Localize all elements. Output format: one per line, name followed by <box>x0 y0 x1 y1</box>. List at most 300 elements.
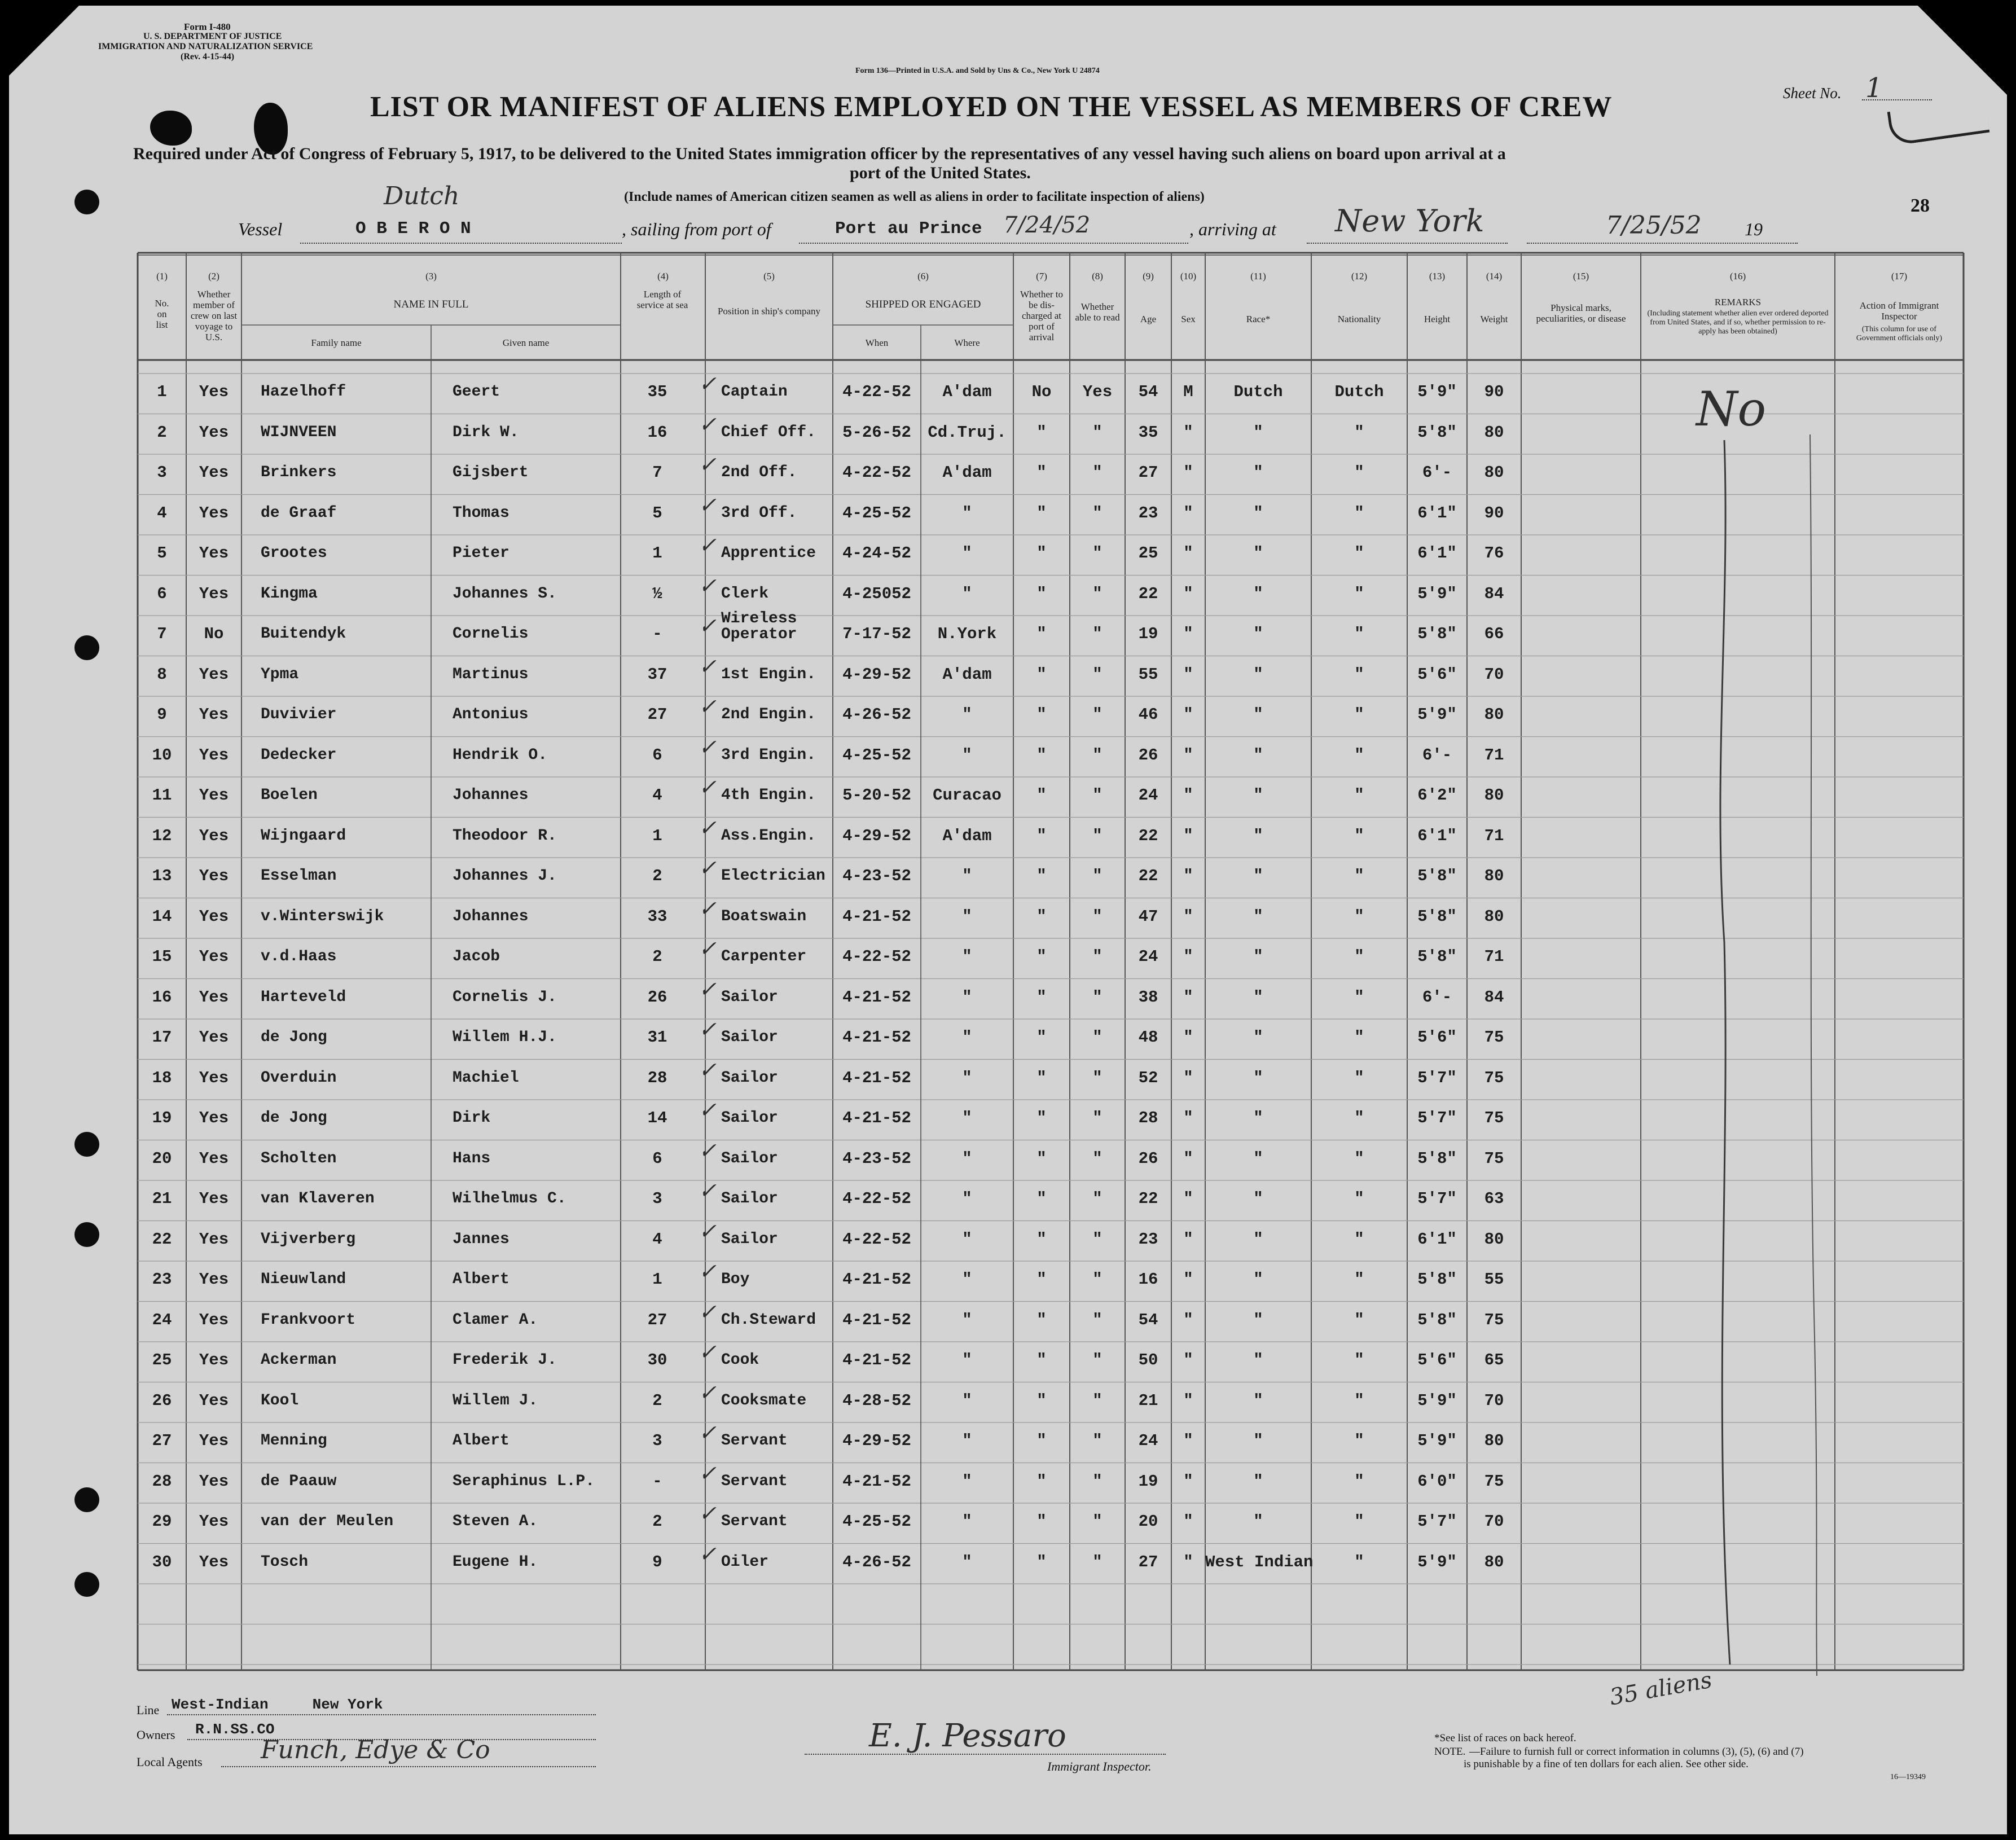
nationality-cell: " <box>1354 1431 1364 1450</box>
read-cell: Yes <box>1082 383 1113 401</box>
height-cell: 5'9" <box>1417 705 1457 724</box>
shipped-when-cell: 4-22-52 <box>842 463 911 482</box>
row-number: 10 <box>152 745 172 765</box>
discharged-cell: " <box>1036 544 1047 563</box>
given-name-cell: Thomas <box>453 504 510 522</box>
crew-member-cell: Yes <box>199 826 229 845</box>
service-cell: 1 <box>652 826 662 845</box>
age-cell: 26 <box>1138 745 1158 765</box>
position-cell: 2nd Engin. <box>721 706 816 723</box>
position-cell: 1st Engin. <box>721 665 816 683</box>
check-mark-icon: ✓ <box>699 411 717 437</box>
read-cell: " <box>1092 786 1103 805</box>
shipped-where-cell: " <box>962 987 972 1007</box>
age-cell: 24 <box>1138 1431 1158 1450</box>
nationality-cell: " <box>1354 745 1364 765</box>
header-race: Race* <box>1246 314 1271 324</box>
service-cell: 26 <box>647 987 667 1007</box>
nationality-cell: " <box>1354 665 1364 684</box>
check-mark-icon: ✓ <box>699 452 717 477</box>
nationality-cell: " <box>1354 1472 1364 1491</box>
shipped-where-cell: " <box>962 1512 972 1531</box>
footer-line-label: Line <box>137 1703 160 1717</box>
vessel-name: O B E R O N <box>355 219 471 239</box>
note-text-2: is punishable by a fine of ten dollars for each alien. See other side. <box>1464 1758 1749 1770</box>
read-cell: " <box>1092 625 1103 643</box>
family-name-cell: v.Winterswijk <box>261 907 384 925</box>
shipped-where-cell: " <box>962 1028 972 1047</box>
position-cell: Servant <box>721 1472 788 1490</box>
shipped-when-cell: 4-21-52 <box>842 1109 911 1127</box>
nationality-cell: " <box>1354 1229 1364 1249</box>
col-num-4: (4) <box>657 271 669 282</box>
weight-cell: 84 <box>1484 987 1504 1007</box>
nationality-cell: " <box>1354 705 1364 724</box>
header-member-crew: Whether member of crew on last voyage to U.S. <box>190 289 238 342</box>
col-num-3: (3) <box>425 271 437 282</box>
weight-cell: 80 <box>1484 867 1504 885</box>
col-num-13: (13) <box>1429 271 1446 282</box>
position-cell: 3rd Engin. <box>721 746 816 764</box>
race-cell: " <box>1253 867 1263 885</box>
race-cell: " <box>1253 1109 1263 1127</box>
height-cell: 5'7" <box>1417 1512 1457 1531</box>
age-cell: 22 <box>1138 584 1158 603</box>
race-cell: " <box>1253 947 1263 966</box>
check-mark-icon: ✓ <box>699 1259 717 1284</box>
header-where: Where <box>954 337 980 348</box>
position-cell: Ass.Engin. <box>721 827 816 845</box>
check-mark-icon: ✓ <box>699 653 717 679</box>
nationality-cell: " <box>1354 625 1364 643</box>
weight-cell: 75 <box>1484 1149 1504 1168</box>
discharged-cell: " <box>1036 1552 1047 1571</box>
nationality-cell: " <box>1354 423 1364 442</box>
service-cell: 1 <box>652 1270 662 1289</box>
race-cell: " <box>1253 1149 1263 1168</box>
shipped-where-cell: " <box>962 745 972 765</box>
sex-cell: " <box>1183 665 1193 684</box>
discharged-cell: " <box>1036 1149 1047 1168</box>
discharged-cell: " <box>1036 584 1047 603</box>
row-number: 25 <box>152 1351 172 1369</box>
header-name-full: NAME IN FULL <box>393 298 469 310</box>
position-cell: Chief Off. <box>721 423 816 441</box>
age-cell: 23 <box>1138 503 1158 522</box>
race-cell: " <box>1253 584 1263 603</box>
race-cell: " <box>1253 1472 1263 1491</box>
weight-cell: 75 <box>1484 1068 1504 1087</box>
height-cell: 5'7" <box>1417 1068 1457 1087</box>
crew-member-cell: Yes <box>199 1068 229 1087</box>
height-cell: 5'8" <box>1417 947 1457 966</box>
family-name-cell: Buitendyk <box>261 625 346 643</box>
note-text-1: —Failure to furnish full or correct information in columns (3), (5), (6) and (7) <box>1469 1746 1804 1758</box>
race-cell: " <box>1253 1512 1263 1531</box>
sailing-port: Port au Prince <box>835 219 982 239</box>
given-name-cell: Johannes <box>453 787 529 804</box>
height-cell: 6'- <box>1422 987 1452 1007</box>
race-cell: " <box>1253 1068 1263 1087</box>
crew-member-cell: Yes <box>199 705 229 724</box>
sex-cell: " <box>1183 1068 1193 1087</box>
weight-cell: 65 <box>1484 1351 1504 1369</box>
nationality-cell: " <box>1354 1189 1364 1208</box>
discharged-cell: " <box>1036 786 1047 805</box>
age-cell: 19 <box>1138 625 1158 643</box>
weight-cell: 75 <box>1484 1109 1504 1127</box>
sex-cell: " <box>1183 503 1193 522</box>
col-num-16: (16) <box>1729 271 1746 282</box>
discharged-cell: " <box>1036 1391 1047 1410</box>
row-number: 24 <box>152 1310 172 1329</box>
nationality-cell: " <box>1354 907 1364 926</box>
position-cell: Sailor <box>721 1029 778 1046</box>
race-cell: " <box>1253 705 1263 724</box>
weight-cell: 75 <box>1484 1472 1504 1491</box>
read-cell: " <box>1092 1310 1103 1329</box>
footer-owners-label: Owners <box>137 1728 175 1742</box>
nationality-cell: " <box>1354 584 1364 603</box>
race-cell: " <box>1253 1028 1263 1047</box>
family-name-cell: Boelen <box>261 787 318 804</box>
discharged-cell: " <box>1036 907 1047 926</box>
shipped-when-cell: 5-26-52 <box>842 423 911 442</box>
given-name-cell: Johannes J. <box>453 867 557 885</box>
stamp-number: 28 <box>1910 195 1930 216</box>
crew-member-cell: Yes <box>199 907 229 926</box>
check-mark-icon: ✓ <box>699 371 717 396</box>
position-cell: Boatswain <box>721 907 807 925</box>
given-name-cell: Johannes <box>453 907 529 925</box>
family-name-cell: Menning <box>261 1432 327 1450</box>
shipped-where-cell: A'dam <box>942 463 992 482</box>
header-sex: Sex <box>1181 314 1196 324</box>
height-cell: 6'- <box>1422 463 1452 482</box>
subtitle-note: (Include names of American citizen seamen as well as aliens in order to facilitate inspection of aliens) <box>624 190 1205 204</box>
height-cell: 5'8" <box>1417 1270 1457 1289</box>
nationality-cell: " <box>1354 1552 1364 1571</box>
shipped-when-cell: 4-21-52 <box>842 907 911 926</box>
given-name-cell: Cornelis J. <box>453 988 557 1006</box>
sex-cell: " <box>1183 1391 1193 1410</box>
family-name-cell: WIJNVEEN <box>261 423 337 441</box>
sex-cell: " <box>1183 1512 1193 1531</box>
check-mark-icon: ✓ <box>699 1178 717 1203</box>
position-cell: Sailor <box>721 1149 778 1167</box>
position-cell: 4th Engin. <box>721 787 816 804</box>
shipped-where-cell: " <box>962 1472 972 1491</box>
shipped-where-cell: A'dam <box>942 826 992 845</box>
row-number: 16 <box>152 987 172 1007</box>
shipped-where-cell: " <box>962 503 972 522</box>
shipped-when-cell: 4-23-52 <box>842 1149 911 1168</box>
family-name-cell: Frankvoort <box>261 1311 356 1329</box>
header-given-name: Given name <box>502 337 550 348</box>
service-cell: - <box>652 1472 662 1491</box>
vessel-label: Vessel <box>238 219 283 239</box>
read-cell: " <box>1092 665 1103 684</box>
arriving-label: , arriving at <box>1189 219 1276 239</box>
nationality-cell: " <box>1354 947 1364 966</box>
weight-cell: 66 <box>1484 625 1504 643</box>
crew-member-cell: Yes <box>199 463 229 482</box>
shipped-when-cell: 4-29-52 <box>842 665 911 684</box>
given-name-cell: Albert <box>453 1271 510 1288</box>
read-cell: " <box>1092 1351 1103 1369</box>
height-cell: 6'1" <box>1417 1229 1457 1249</box>
sex-cell: " <box>1183 1109 1193 1127</box>
nationality-cell: " <box>1354 1391 1364 1410</box>
year-label: 19 <box>1745 219 1763 239</box>
row-number: 5 <box>157 544 167 563</box>
crew-member-cell: Yes <box>199 1391 229 1410</box>
position-cell: Sailor <box>721 1230 778 1248</box>
crew-member-cell: Yes <box>199 867 229 885</box>
check-mark-icon: ✓ <box>699 1541 717 1566</box>
age-cell: 24 <box>1138 947 1158 966</box>
row-number: 21 <box>152 1189 172 1208</box>
family-name-cell: Grootes <box>261 544 327 562</box>
family-name-cell: de Jong <box>261 1109 327 1127</box>
sex-cell: " <box>1183 1149 1193 1168</box>
crew-member-cell: Yes <box>199 584 229 603</box>
sex-cell: " <box>1183 1472 1193 1491</box>
weight-cell: 75 <box>1484 1028 1504 1047</box>
crew-member-cell: No <box>204 625 224 643</box>
race-cell: " <box>1253 745 1263 765</box>
nationality-cell: " <box>1354 1310 1364 1329</box>
race-cell: " <box>1253 503 1263 522</box>
footer-agents-label: Local Agents <box>137 1755 203 1769</box>
shipped-where-cell: Cd.Truj. <box>928 423 1007 442</box>
col-num-14: (14) <box>1486 271 1503 282</box>
sex-cell: " <box>1183 1189 1193 1208</box>
shipped-where-cell: " <box>962 867 972 885</box>
height-cell: 5'8" <box>1417 907 1457 926</box>
row-number: 29 <box>152 1512 172 1531</box>
family-name-cell: Tosch <box>261 1553 309 1571</box>
height-cell: 5'9" <box>1417 1391 1457 1410</box>
crew-member-cell: Yes <box>199 544 229 563</box>
race-cell: " <box>1253 1310 1263 1329</box>
family-name-cell: de Paauw <box>261 1472 337 1490</box>
read-cell: " <box>1092 745 1103 765</box>
col-num-5: (5) <box>763 271 775 282</box>
header-nationality: Nationality <box>1337 314 1381 324</box>
position-cell: Apprentice <box>721 544 816 562</box>
read-cell: " <box>1092 584 1103 603</box>
service-cell: 3 <box>652 1189 662 1208</box>
sex-cell: " <box>1183 826 1193 845</box>
crew-member-cell: Yes <box>199 1270 229 1289</box>
check-mark-icon: ✓ <box>699 1420 717 1445</box>
position-cell: Carpenter <box>721 948 807 965</box>
shipped-when-cell: 4-26-52 <box>842 705 911 724</box>
check-mark-icon: ✓ <box>699 775 717 800</box>
service-cell: 4 <box>652 786 662 805</box>
sex-cell: " <box>1183 745 1193 765</box>
inspector-label: Immigrant Inspector. <box>1047 1759 1152 1773</box>
age-cell: 48 <box>1138 1028 1158 1047</box>
shipped-where-cell: " <box>962 1068 972 1087</box>
sex-cell: " <box>1183 544 1193 563</box>
age-cell: 26 <box>1138 1149 1158 1168</box>
given-name-cell: Cornelis <box>453 625 529 643</box>
race-cell: " <box>1253 1229 1263 1249</box>
height-cell: 5'8" <box>1417 625 1457 643</box>
nationality-cell: Dutch <box>1334 383 1384 401</box>
sex-cell: " <box>1183 1310 1193 1329</box>
nationality-cell: " <box>1354 1270 1364 1289</box>
crew-member-cell: Yes <box>199 987 229 1007</box>
sex-cell: " <box>1183 1270 1193 1289</box>
given-name-cell: Theodoor R. <box>453 827 557 845</box>
row-number: 20 <box>152 1149 172 1168</box>
check-mark-icon: ✓ <box>699 815 717 840</box>
height-cell: 5'7" <box>1417 1189 1457 1208</box>
check-mark-icon: ✓ <box>699 1460 717 1486</box>
family-name-cell: Nieuwland <box>261 1271 346 1288</box>
footer-line-underline <box>167 1714 596 1715</box>
given-name-cell: Pieter <box>453 544 510 562</box>
shipped-when-cell: 4-29-52 <box>842 1431 911 1450</box>
height-cell: 6'1" <box>1417 544 1457 563</box>
service-cell: 9 <box>652 1552 662 1571</box>
sex-cell: " <box>1183 907 1193 926</box>
discharged-cell: " <box>1036 1109 1047 1127</box>
given-name-cell: Dirk <box>453 1109 491 1127</box>
discharged-cell: " <box>1036 1472 1047 1491</box>
given-name-cell: Hans <box>453 1149 491 1167</box>
shipped-when-cell: 4-25-52 <box>842 745 911 765</box>
sex-cell: " <box>1183 1431 1193 1450</box>
weight-cell: 80 <box>1484 705 1504 724</box>
inspector-signature: E. J. Pessaro <box>869 1718 1066 1754</box>
shipped-when-cell: 4-24-52 <box>842 544 911 563</box>
crew-member-cell: Yes <box>199 1109 229 1127</box>
discharged-cell: " <box>1036 625 1047 643</box>
family-name-cell: Vijverberg <box>261 1230 356 1248</box>
shipped-when-cell: 7-17-52 <box>842 625 911 643</box>
signature-underline <box>805 1754 1166 1755</box>
family-name-cell: Scholten <box>261 1149 337 1167</box>
crew-member-cell: Yes <box>199 786 229 805</box>
row-number: 12 <box>152 826 172 845</box>
service-cell: 3 <box>652 1431 662 1450</box>
discharged-cell: " <box>1036 826 1047 845</box>
crew-member-cell: Yes <box>199 1310 229 1329</box>
given-name-cell: Albert <box>453 1432 510 1450</box>
race-cell: " <box>1253 1270 1263 1289</box>
row-number: 27 <box>152 1431 172 1450</box>
header-remarks-note: (Including statement whether alien ever ordered deported from United States, and if so, whether permission to re-apply has been obtained) <box>1647 309 1829 336</box>
age-cell: 50 <box>1138 1351 1158 1369</box>
position-cell: Captain <box>721 383 788 401</box>
shipped-when-cell: 5-20-52 <box>842 786 911 805</box>
nationality-cell: " <box>1354 1149 1364 1168</box>
position-cell: Wireless Operator <box>721 610 797 643</box>
height-cell: 5'6" <box>1417 1028 1457 1047</box>
shipped-where-cell: A'dam <box>942 383 992 401</box>
sheet-label: Sheet No. <box>1783 85 1842 102</box>
check-mark-icon: ✓ <box>699 613 717 638</box>
age-cell: 55 <box>1138 665 1158 684</box>
weight-cell: 80 <box>1484 463 1504 482</box>
shipped-where-cell: " <box>962 584 972 603</box>
position-cell: Sailor <box>721 1109 778 1127</box>
row-number: 6 <box>157 584 167 603</box>
service-cell: 6 <box>652 1149 662 1168</box>
given-name-cell: Antonius <box>453 706 529 723</box>
given-name-cell: Willem J. <box>453 1391 538 1409</box>
form-code: 16—19349 <box>1890 1773 1926 1781</box>
discharged-cell: " <box>1036 745 1047 765</box>
read-cell: " <box>1092 1512 1103 1531</box>
discharged-cell: " <box>1036 463 1047 482</box>
weight-cell: 71 <box>1484 745 1504 765</box>
check-mark-icon: ✓ <box>699 895 717 921</box>
race-cell: " <box>1253 544 1263 563</box>
age-cell: 23 <box>1138 1229 1158 1249</box>
row-number: 11 <box>152 786 172 805</box>
age-cell: 27 <box>1138 463 1158 482</box>
arrival-date: 7/25/52 <box>1606 211 1702 240</box>
discharged-cell: " <box>1036 665 1047 684</box>
position-cell: Ch.Steward <box>721 1311 816 1329</box>
shipped-when-cell: 4-21-52 <box>842 1068 911 1087</box>
read-cell: " <box>1092 1431 1103 1450</box>
weight-cell: 80 <box>1484 907 1504 926</box>
race-cell: " <box>1253 1431 1263 1450</box>
service-cell: 35 <box>647 383 667 401</box>
crew-member-cell: Yes <box>199 745 229 765</box>
read-cell: " <box>1092 987 1103 1007</box>
height-cell: 6'0" <box>1417 1472 1457 1491</box>
footer-line-value: West-Indian New York <box>172 1696 383 1713</box>
footer-agents-value: Funch, Edye & Co <box>261 1736 490 1764</box>
header-family-name: Family name <box>311 337 362 348</box>
shipped-when-cell: 4-29-52 <box>842 826 911 845</box>
check-mark-icon: ✓ <box>699 1218 717 1244</box>
check-mark-icon: ✓ <box>699 1501 717 1526</box>
shipped-when-cell: 4-22-52 <box>842 1229 911 1249</box>
age-cell: 22 <box>1138 826 1158 845</box>
discharged-cell: " <box>1036 867 1047 885</box>
position-cell: Cook <box>721 1351 759 1369</box>
service-cell: ½ <box>652 584 662 603</box>
crew-member-cell: Yes <box>199 665 229 684</box>
nationality-cell: " <box>1354 503 1364 522</box>
service-cell: 28 <box>647 1068 667 1087</box>
crew-member-cell: Yes <box>199 1472 229 1491</box>
note-label: NOTE. <box>1434 1746 1466 1758</box>
discharged-cell: " <box>1036 1351 1047 1369</box>
service-cell: 2 <box>652 867 662 885</box>
family-name-cell: de Graaf <box>261 504 337 522</box>
discharged-cell: " <box>1036 1310 1047 1329</box>
age-cell: 54 <box>1138 1310 1158 1329</box>
sex-cell: " <box>1183 1229 1193 1249</box>
shipped-when-cell: 4-21-52 <box>842 1310 911 1329</box>
age-cell: 25 <box>1138 544 1158 563</box>
weight-cell: 76 <box>1484 544 1504 563</box>
row-number: 15 <box>152 947 172 966</box>
read-cell: " <box>1092 1552 1103 1571</box>
given-name-cell: Martinus <box>453 665 529 683</box>
col-num-11: (11) <box>1250 271 1266 282</box>
position-cell: Boy <box>721 1271 750 1288</box>
